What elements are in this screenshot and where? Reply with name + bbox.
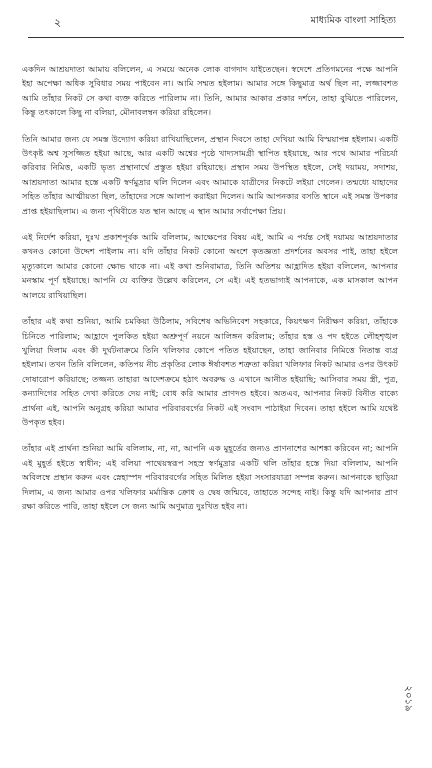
page-number: ২ bbox=[54, 16, 62, 29]
body-text bbox=[22, 62, 398, 525]
paragraph-3: এই নির্দেশ করিয়া, দুঃখ প্রকাশপূর্বক আমি বলিলাম, আক্ষেপের বিষয় এই, আমি এ পর্যন্ত সেই দয়াময় আশ্রয়দাতার কখনও কোনো উদ্দেশ পাইলাম না। যদি তাঁহার নিকট কোনো অংশে কৃতজ্ঞতা প্রদর্শনের অবসর পাই, তাহা হইলে মৃত্যুকালে আমার কোনো ক্ষোভ থাকে না। এই কথা শুনিবামাত্র, তিনি অতিশয় আহ্লাদিত হইয়া বলিলেন, আপনার মনস্কাম পূর্ণ হইয়াছে। আপনি যে ব্যক্তির উল্লেখ করিলেন, সে এই। এই হতভাগ্যই আপনাকে, এক মাসকাল আপন আলয়ে রাখিয়াছিল। bbox=[22, 232, 398, 300]
page-header bbox=[20, 14, 412, 34]
paragraph-2: তিনি আমার জন্য যে সমস্ত উদ্যোগ করিয়া রাখিয়াছিলেন, প্রস্থান দিবসে তাহা দেখিয়া আমি বিস্ময়াপন্ন হইলাম। একটি উৎকৃষ্ট অশ্ব সুসজ্জিত হইয়া আছে, আর একটি অশ্বের পৃষ্ঠে খাদ্যসামগ্রী স্থাপিত হইয়াছে, আর পথে আমার পরিচর্যা করিবার নিমিত্ত, একটি ভৃত্য প্রস্থানার্থে প্রস্তুত হইয়া রহিয়াছে। প্রস্থান সময় উপস্থিত হইলে, সেই দয়াময়, সদাশয়, আশ্রয়দাতা আমার হস্তে একটি স্বর্ণমুদ্রার থলি দিলেন এবং আমাকে যাত্রীদের নিকটে লইয়া গেলেন। তন্মধ্যে যাহাদের সহিত তাঁহার আত্মীয়তা ছিল, তাঁহাদের সঙ্গে আলাপ করাইয়া দিলেন। আমি আপনকার বসতি স্থানে এই সমস্ত উপকার প্রাপ্ত হইয়াছিলাম। এ জন্য পৃথিবীতে যত স্থান আছে এ স্থান আমার সর্বাপেক্ষা প্রিয়। bbox=[22, 133, 398, 216]
paragraph-1: একদিন আশ্রয়দাতা আমায় বলিলেন, এ সময়ে অনেক লোক বাগদাদ যাইতেছেন। স্বদেশে প্রতিগমনের পক্ষে আপনি ইহা অপেক্ষা অধিক সুবিধার সময় পাইবেন না। আমি সম্মত হইলাম। আমার সঙ্গে কিছুমাত্র অর্থ ছিল না, লজ্জাবশত আমি তাঁহার নিকট সে কথা ব্যক্ত করিতে পারিলাম না। তিনি, আমার আকার প্রকার দর্শনে, তাহা বুঝিতে পারিলেন, কিন্তু তৎকালে কিছু না বলিয়া, মৌনাবলম্বন করিয়া রহিলেন। bbox=[22, 64, 398, 118]
header-rule bbox=[28, 37, 404, 38]
running-title: মাধ্যমিক বাংলা সাহিত্য bbox=[310, 15, 396, 26]
folio-number: ২০১৯ bbox=[402, 685, 414, 712]
paragraph-4: তাঁহার এই কথা শুনিয়া, আমি চমকিয়া উঠিলাম, সবিশেষ অভিনিবেশ সহকারে, কিয়ৎক্ষণ নিরীক্ষণ করিয়া, তাঁহাকে চিনিতে পারিলাম; আহ্লাদে পুলকিত হইয়া অশ্রুপূর্ণ নয়নে আলিঙ্গন করিলাম; তাঁহার হস্ত ও পদ হইতে লৌহশৃঙ্খল খুলিয়া দিলাম এবং কী দুর্ঘটনাক্রমে তিনি খলিফার কোপে পতিত হইয়াছেন, তাহা জানিবার নিমিত্তে নিতান্ত ব্যগ্র হইলাম। তখন তিনি বলিলেন, কতিপয় নীচ প্রকৃতির লোক ঈর্ষাবশত শত্রুতা করিয়া খলিফার নিকট আমার ওপর উৎকট দোষারোপ করিয়াছে; তজ্জন্য তাহারা আদেশক্রমে হঠাৎ অবরুদ্ধ ও এখানে আনীত হইয়াছি; আসিবার সময় স্ত্রী, পুত্র, কন্যাদিগের সহিত দেখা করিতে দেয় নাই; বোধ করি আমার প্রাণদণ্ড হইবে। অতএব, আপনার নিকট বিনীত বাক্যে প্রার্থনা এই, আপনি অনুগ্রহ করিয়া আমার পরিবারবর্গের নিকট এই সংবাদ পাঠাইয়া দিবেন। তাহা হইলে আমি যথেষ্ট উপকৃত হইব। bbox=[22, 316, 398, 427]
paragraph-5: তাঁহার এই প্রার্থনা শুনিয়া আমি বলিলাম, না, না, আপনি এক মুহূর্তের জন্যও প্রাণনাশের আশঙ্কা করিবেন না; আপনি এই মুহূর্ত হইতে স্বাধীন; এই বলিয়া পাথেয়স্বরূপ সহস্র স্বর্ণমুদ্রার একটি থলি তাঁহার হস্তে দিয়া বলিলাম, আপনি অবিলম্বে প্রস্থান করুন এবং স্নেহাস্পদ পরিবারবর্গের সহিত মিলিত হইয়া সংসারযাত্রা সম্পন্ন করুন। আপনাকে ছাড়িয়া দিলাম, এ জন্য আমার ওপর খলিফার মর্মান্তিক ক্রোধ ও দ্বেষ জন্মিবে, তাহাতে সন্দেহ নাই। কিন্তু যদি আপনার প্রাণ রক্ষা করিতে পারি, তাহা হইলে সে জন্য আমি অণুমাত্র দুঃখিত হইব না। bbox=[22, 443, 398, 511]
